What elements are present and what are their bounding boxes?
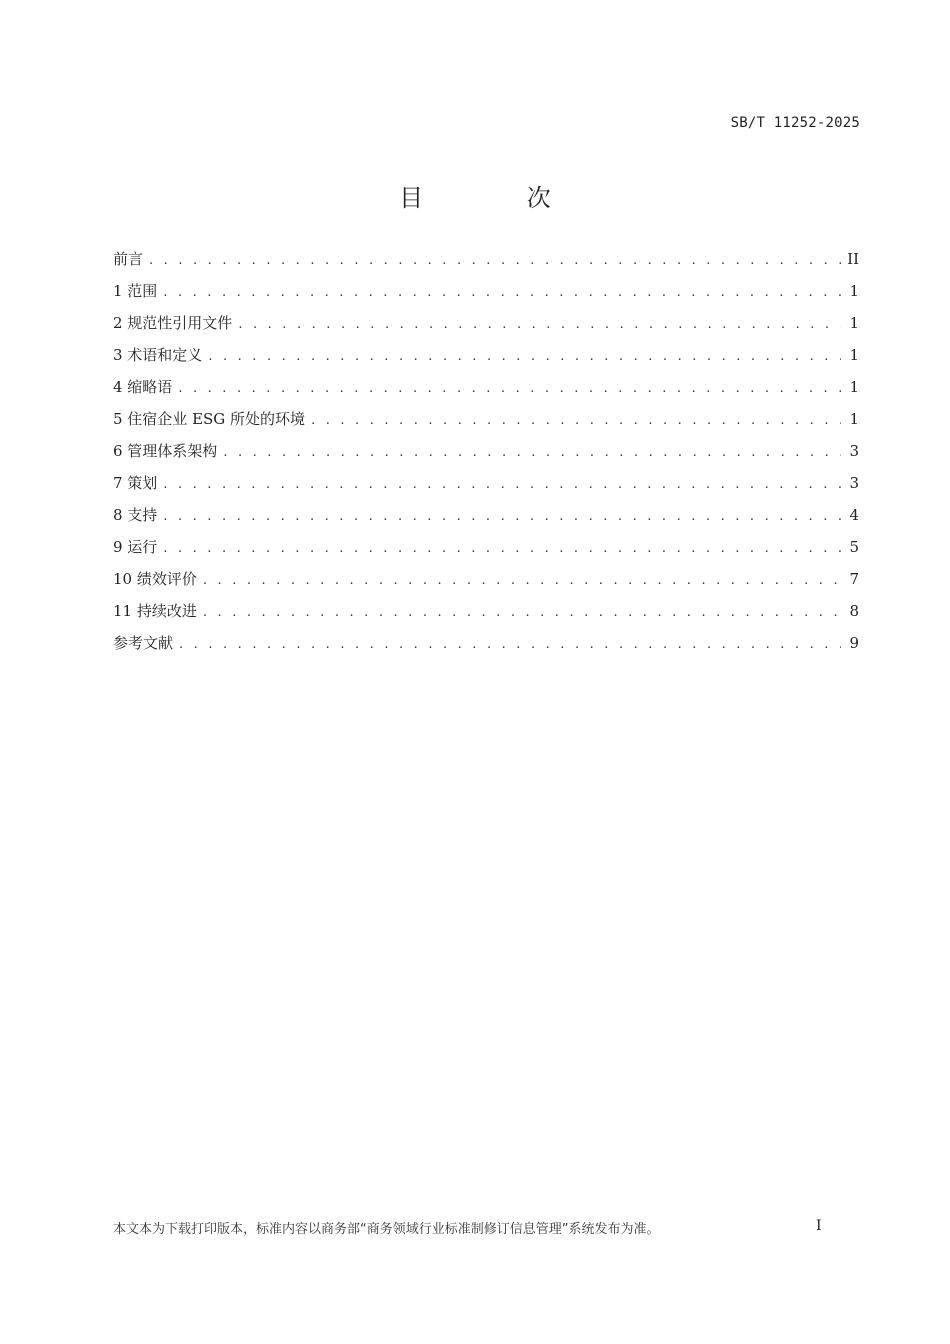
toc-dot-leader xyxy=(179,637,841,652)
toc-entry-page: 8 xyxy=(849,602,859,620)
toc-entry-label: 2 规范性引用文件 xyxy=(113,314,233,332)
toc-entry-terms-definitions[interactable] xyxy=(113,344,859,376)
toc-entry-label: 4 缩略语 xyxy=(113,378,173,396)
toc-entry-label: 5 住宿企业 ESG 所处的环境 xyxy=(113,410,306,428)
toc-entry-planning[interactable] xyxy=(113,472,859,504)
toc-dot-leader xyxy=(311,413,841,428)
toc-entry-abbreviations[interactable] xyxy=(113,376,859,408)
toc-entry-page: 1 xyxy=(849,346,859,364)
toc-entry-page: 1 xyxy=(849,314,859,332)
toc-entry-label: 11 持续改进 xyxy=(113,602,197,620)
toc-entry-operation[interactable] xyxy=(113,536,859,568)
toc-entry-performance-evaluation[interactable] xyxy=(113,568,859,600)
toc-entry-page: 1 xyxy=(849,410,859,428)
toc-entry-page: II xyxy=(847,250,859,268)
toc-entry-label: 3 术语和定义 xyxy=(113,346,203,364)
toc-entry-label: 8 支持 xyxy=(113,506,158,524)
toc-entry-label: 7 策划 xyxy=(113,474,158,492)
toc-entry-page: 9 xyxy=(849,634,859,652)
toc-entry-support[interactable] xyxy=(113,504,859,536)
toc-dot-leader xyxy=(223,445,841,460)
toc-title: 目 次 xyxy=(399,184,599,212)
toc-dot-leader xyxy=(203,573,841,588)
toc-dot-leader xyxy=(163,285,841,300)
toc-entry-label: 前言 xyxy=(113,250,144,268)
toc-dot-leader xyxy=(149,253,841,268)
toc-entry-label: 9 运行 xyxy=(113,538,158,556)
toc-entry-scope[interactable] xyxy=(113,280,859,312)
toc-dot-leader xyxy=(178,381,841,396)
toc-dot-leader xyxy=(208,349,841,364)
toc-entry-page: 4 xyxy=(849,506,859,524)
toc-entry-label: 6 管理体系架构 xyxy=(113,442,218,460)
toc-entry-page: 3 xyxy=(849,474,859,492)
toc-entry-page: 1 xyxy=(849,378,859,396)
toc-entry-label: 10 绩效评价 xyxy=(113,570,197,588)
toc-entry-bibliography[interactable] xyxy=(113,632,859,664)
toc-dot-leader xyxy=(163,541,841,556)
toc-entry-normative-references[interactable] xyxy=(113,312,859,344)
toc-entry-esg-environment[interactable] xyxy=(113,408,859,440)
toc-entry-page: 1 xyxy=(849,282,859,300)
toc-entry-management-framework[interactable] xyxy=(113,440,859,472)
toc-dot-leader xyxy=(163,509,841,524)
toc-entry-label: 参考文献 xyxy=(113,634,174,652)
standard-code: SB/T 11252-2025 xyxy=(730,115,860,131)
toc-dot-leader xyxy=(203,605,841,620)
page-number: I xyxy=(816,1218,822,1234)
toc-entry-foreword[interactable] xyxy=(113,248,859,280)
toc-entry-page: 5 xyxy=(849,538,859,556)
toc-entry-continual-improvement[interactable] xyxy=(113,600,859,632)
toc-entry-label: 1 范围 xyxy=(113,282,158,300)
toc-dot-leader xyxy=(238,317,841,332)
toc-dot-leader xyxy=(163,477,841,492)
toc-entry-page: 7 xyxy=(849,570,859,588)
footer-note: 本文本为下载打印版本，标准内容以商务部“商务领域行业标准制修订信息管理”系统发布为准。 xyxy=(113,1222,660,1237)
toc-entry-page: 3 xyxy=(849,442,859,460)
table-of-contents xyxy=(113,248,859,664)
